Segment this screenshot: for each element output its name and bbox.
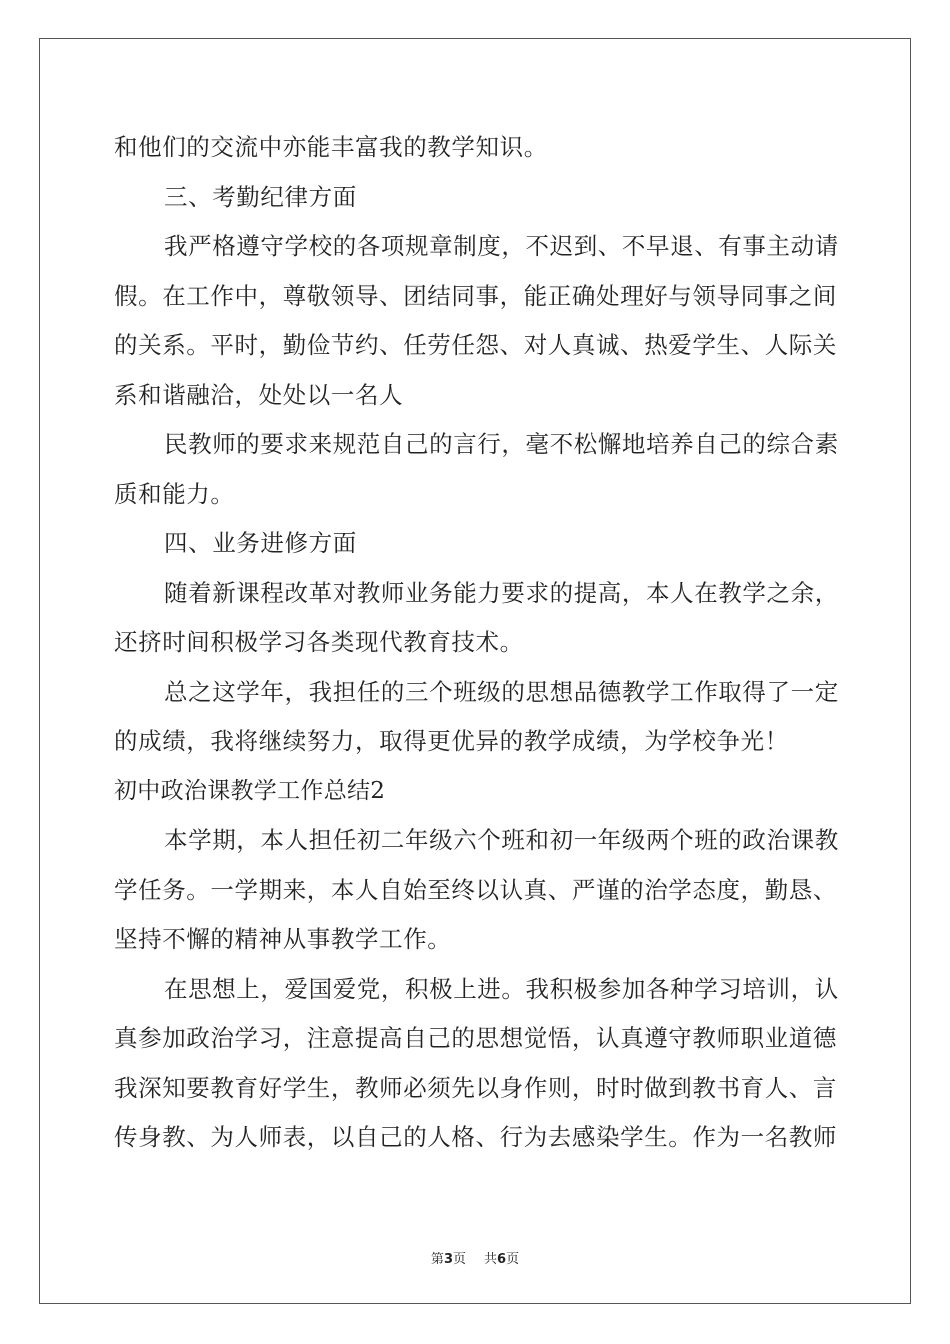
paragraph-line: 学任务。一学期来，本人自始至终以认真、严谨的治学态度，勤恳、 xyxy=(114,875,837,904)
paragraph-line: 还挤时间积极学习各类现代教育技术。 xyxy=(114,628,524,656)
paragraph-line: 本学期，本人担任初二年级六个班和初一年级两个班的政治课教 xyxy=(164,826,839,854)
total-page-number: 6 xyxy=(497,1252,507,1267)
paragraph-line: 和他们的交流中亦能丰富我的教学知识。 xyxy=(114,133,548,161)
document-body xyxy=(114,123,839,1163)
page-footer xyxy=(0,1248,950,1267)
paragraph-line: 随着新课程改革对教师业务能力要求的提高，本人在教学之余， xyxy=(164,578,839,607)
section-heading: 三、考勤纪律方面 xyxy=(164,182,357,211)
total-suffix: 页 xyxy=(506,1252,520,1267)
paragraph-line: 的关系。平时，勤俭节约、任劳任怨、对人真诚、热爱学生、人际关 xyxy=(114,331,837,359)
paragraph-line: 传身教、为人师表，以自己的人格、行为去感染学生。作为一名教师 xyxy=(114,1123,837,1151)
paragraph-line: 民教师的要求来规范自己的言行，毫不松懈地培养自己的综合素 xyxy=(164,430,839,458)
paragraph-line: 系和谐融洽，处处以一名人 xyxy=(114,380,404,409)
page-prefix: 第 xyxy=(430,1252,444,1267)
paragraph-line: 我严格遵守学校的各项规章制度，不迟到、不早退、有事主动请 xyxy=(164,232,839,260)
total-prefix: 共 xyxy=(484,1252,498,1267)
paragraph-line: 坚持不懈的精神从事教学工作。 xyxy=(114,925,452,953)
paragraph-line: 的成绩，我将继续努力，取得更优异的教学成绩，为学校争光！ xyxy=(114,727,789,755)
current-page-number: 3 xyxy=(443,1252,453,1267)
document-title: 初中政治课教学工作总结2 xyxy=(114,777,386,804)
paragraph-line: 我深知要教育好学生，教师必须先以身作则，时时做到教书育人、言 xyxy=(114,1073,837,1102)
paragraph-line: 假。在工作中，尊敬领导、团结同事，能正确处理好与领导同事之间 xyxy=(114,281,837,310)
paragraph-line: 在思想上，爱国爱党，积极上进。我积极参加各种学习培训，认 xyxy=(164,974,839,1003)
paragraph-line: 总之这学年，我担任的三个班级的思想品德教学工作取得了一定 xyxy=(164,677,839,706)
page-suffix: 页 xyxy=(452,1252,466,1267)
paragraph-line: 质和能力。 xyxy=(114,479,235,508)
section-heading: 四、业务进修方面 xyxy=(164,529,357,557)
paragraph-line: 真参加政治学习，注意提高自己的思想觉悟，认真遵守教师职业道德 xyxy=(114,1024,837,1052)
